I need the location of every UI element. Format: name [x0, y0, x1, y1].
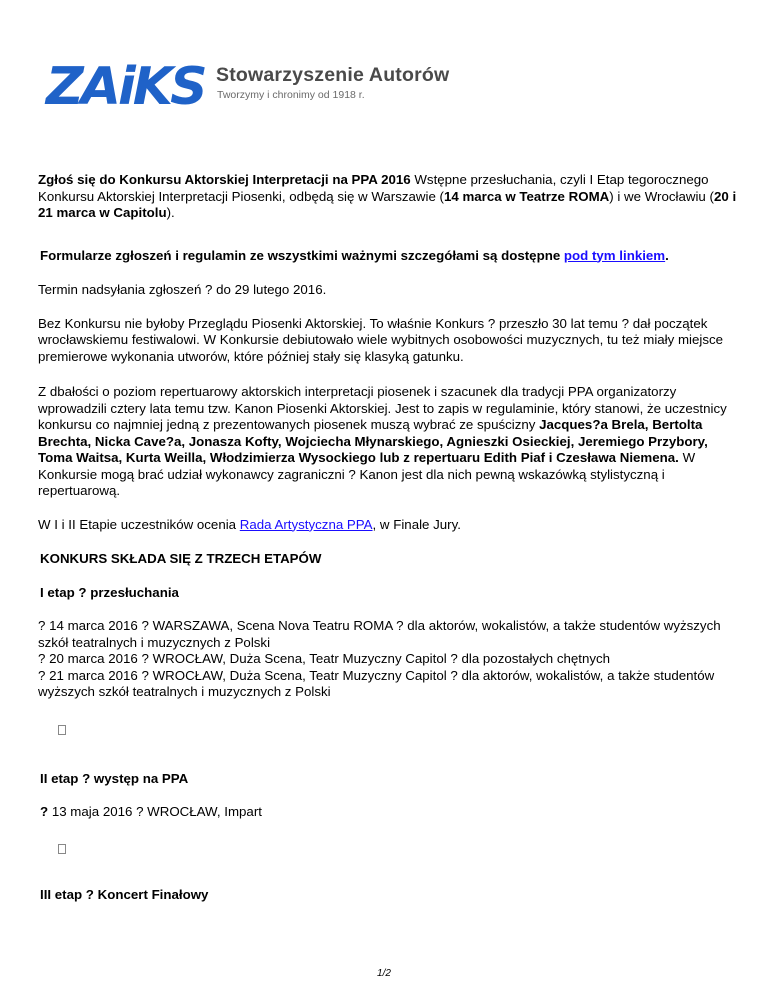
deadline-paragraph: Termin nadsyłania zgłoszeń ? do 29 lutego 2016. — [38, 282, 327, 297]
page-number: 1/2 — [377, 968, 391, 979]
jury-text-a: W I i II Etapie uczestników ocenia — [38, 516, 240, 532]
canon-text-b: W Konkursie mogą brać udział wykonawcy zagraniczni ? Kanon jest dla nich pewną wskazówką stylistyczną i repertuarową. — [38, 450, 696, 498]
forms-paragraph — [38, 248, 738, 265]
canon-text-a: Z dbałości o poziom repertuarowy aktorskich interpretacji piosenek i szacunek dla tradycji PPA organizatorzy wprowadzili cztery lata temu tzw. Kanon Piosenki Aktorskiej. Jest to zapis w regulaminie, który stanowi, że uczestnicy konkursu co najmniej jedną z prezentowanych piosenek muszą wybrać ze spuścizny — [38, 384, 727, 432]
article-body — [38, 172, 738, 903]
logo-wordmark-text: ZAiKS — [46, 57, 205, 112]
stages-heading: KONKURS SKŁADA SIĘ Z TRZECH ETAPÓW — [40, 551, 322, 566]
intro-paragraph — [38, 172, 738, 222]
stage1-schedule — [38, 618, 738, 701]
jury-paragraph — [38, 517, 738, 534]
intro-bold-d: 20 i 21 marca w Capitolu — [38, 188, 737, 220]
forms-tail: . — [665, 247, 669, 263]
zaiks-logo — [44, 56, 464, 112]
logo-title: Stowarzyszenie Autorów — [216, 64, 450, 86]
stage2-heading: II etap ? występ na PPA — [40, 770, 189, 786]
stage2-text: 13 maja 2016 ? WROCŁAW, Impart — [48, 804, 262, 819]
canon-paragraph — [38, 384, 738, 500]
jury-link[interactable]: Rada Artystyczna PPA — [239, 516, 373, 532]
forms-text: Formularze zgłoszeń i regulamin ze wszystkimi ważnymi szczegółami są dostępne — [40, 247, 564, 263]
intro-text-c: ) i we Wrocławiu ( — [609, 188, 714, 204]
schedule-line: ? 21 marca 2016 ? WROCŁAW, Duża Scena, Teatr Muzyczny Capitol ? dla aktorów, wokalistów, a także studentów wyższych szkół teatralnych i muzycznych z Polski — [38, 667, 715, 699]
placeholder-image-icon — [58, 725, 66, 735]
forms-link[interactable]: pod tym linkiem — [563, 247, 666, 263]
history-paragraph: Bez Konkursu nie byłoby Przeglądu Piosenki Aktorskiej. To właśnie Konkurs ? przeszło 30 lat temu ? dał początek wrocławskiemu festiwalowi. W Konkursie debiutowało wiele wybitnych osobowości muzycznych, tu też miały miejsce premierowe wykonania utworów, które później stały się klasyką gatunku. — [38, 315, 724, 364]
stage2-line — [38, 804, 738, 821]
zaiks-logo-wordmark — [44, 56, 210, 112]
stage1-heading: I etap ? przesłuchania — [40, 584, 179, 600]
intro-bold-lead: Zgłoś się do Konkursu Aktorskiej Interpretacji na PPA 2016 — [38, 172, 411, 187]
jury-text-b: , w Finale Jury. — [372, 516, 461, 532]
canon-bold-names: Jacques?a Brela, Bertolta Brechta, Nicka Cave?a, Jonasza Kofty, Wojciecha Młynarskiego, Agnieszki Osieckiej, Jeremiego Przybory, Toma Waitsa, Kurta Weilla, Włodzimierza Wysockiego lub z repertuaru Edith Piaf i Czesława Niemena. — [38, 417, 708, 465]
intro-bold-b: 14 marca w Teatrze ROMA — [443, 188, 610, 204]
stage3-heading: III etap ? Koncert Finałowy — [40, 886, 209, 902]
intro-text-e: ). — [166, 205, 175, 220]
schedule-line: ? 14 marca 2016 ? WARSZAWA, Scena Nova Teatru ROMA ? dla aktorów, wokalistów, a także studentów wyższych szkół teatralnych i muzycznych z Polski — [38, 618, 721, 650]
intro-text-a: Wstępne przesłuchania, czyli I Etap tegorocznego Konkursu Aktorskiej Interpretacji Piosenki, odbędą się w Warszawie ( — [38, 172, 709, 204]
logo-tagline: Tworzymy i chronimy od 1918 r. — [217, 89, 365, 101]
stage2-bold-mark: ? — [40, 804, 49, 819]
schedule-line: ? 20 marca 2016 ? WROCŁAW, Duża Scena, Teatr Muzyczny Capitol ? dla pozostałych chętnych — [38, 651, 611, 666]
placeholder-image-icon — [58, 844, 66, 854]
